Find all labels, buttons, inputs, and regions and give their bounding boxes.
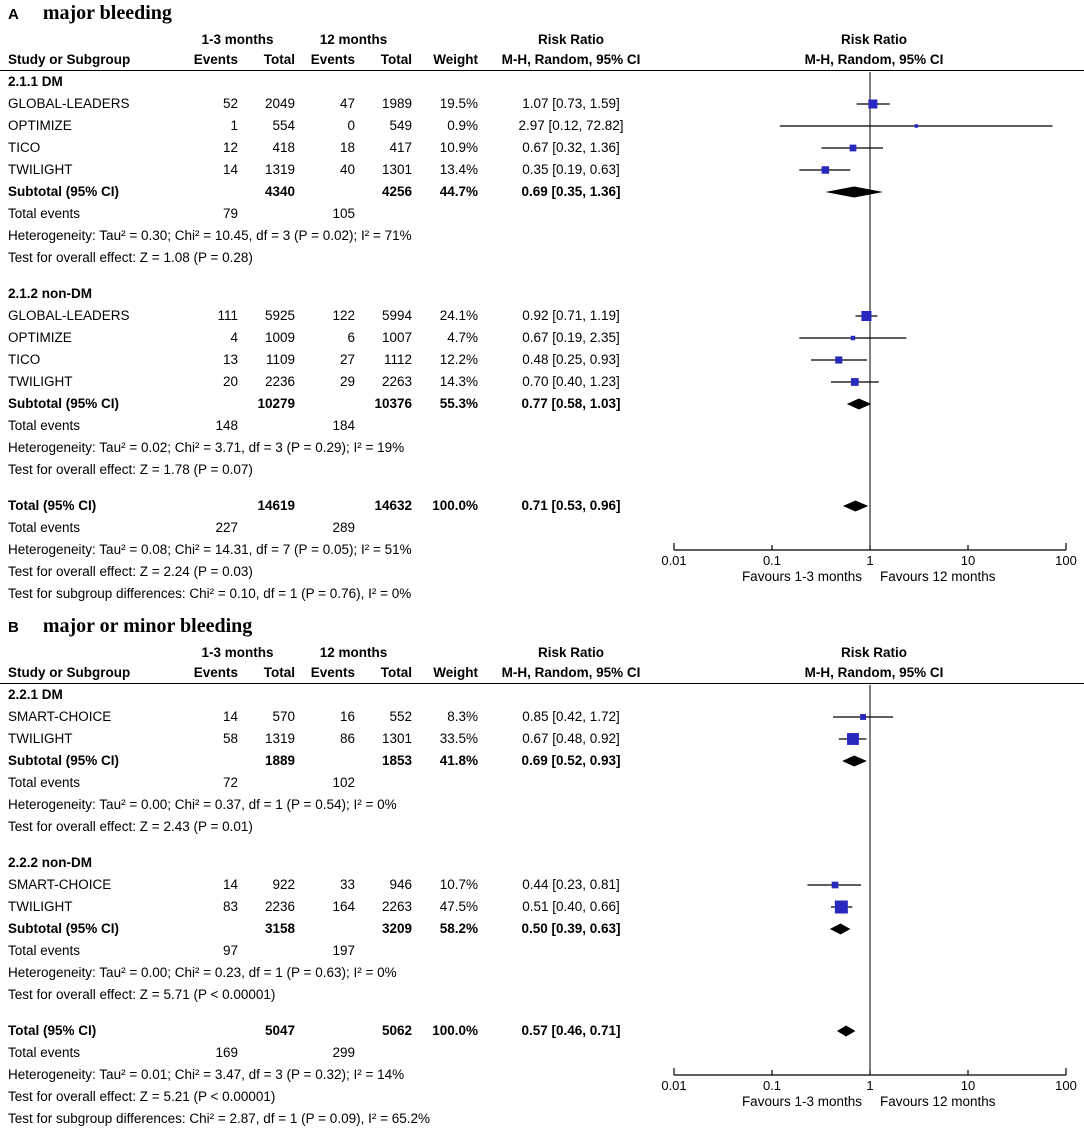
risk-ratio-ci-text: 1.07 [0.73, 1.59] [522,96,620,112]
total-row [0,495,1084,517]
events-12-value: 122 [332,308,355,324]
analysis-note-row [0,225,1084,247]
study-name: TICO [8,352,41,368]
subtotal-row-total-12: 4256 [381,184,412,200]
analysis-note-row [0,539,1084,561]
study-row [0,371,1084,393]
events-12-value: 86 [339,731,355,747]
group-12-months-label: 12 months [319,645,388,661]
events-1-3-col-label: Events [193,665,238,681]
weight-value: 24.1% [439,308,478,324]
total-events-row-label: Total events [8,206,81,222]
total-12-col-label: Total [380,52,412,68]
study-name: TWILIGHT [8,899,73,915]
subgroup-header-row [0,71,1084,93]
analysis-note: Test for subgroup differences: Chi² = 2.87, df = 1 (P = 0.09), I² = 65.2% [8,1111,430,1127]
subtotal-row [0,393,1084,415]
subtotal-row-total-12: 3209 [381,921,412,937]
total-1-3-value: 2049 [264,96,295,112]
weight-value: 13.4% [439,162,478,178]
risk-ratio-ci-text: 0.85 [0.42, 1.72] [522,709,620,725]
study-row [0,728,1084,750]
analysis-note-row [0,1064,1084,1086]
total-events-row [0,517,1084,539]
events-12-value: 47 [339,96,355,112]
subtotal-row-total-1-3: 10279 [257,396,295,412]
header-column-row [0,50,1084,71]
header-group-row [0,643,1084,663]
study-name: TWILIGHT [8,731,73,747]
analysis-note: Test for overall effect: Z = 2.24 (P = 0.03) [8,564,253,580]
total-events-row-1-3: 72 [222,775,238,791]
subgroup-header-row [0,852,1084,874]
total-events-row-1-3: 79 [222,206,238,222]
method-ci-plot-label: M-H, Random, 95% CI [804,52,944,68]
total-1-3-value: 554 [272,118,295,134]
weight-value: 19.5% [439,96,478,112]
subtotal-row-label: Subtotal (95% CI) [8,753,120,769]
risk-ratio-ci-text: 0.67 [0.19, 2.35] [522,330,620,346]
total-1-3-value: 1009 [264,330,295,346]
weight-value: 0.9% [447,118,478,134]
spacer-row [0,269,1084,283]
total-events-row-label: Total events [8,418,81,434]
subgroup-name: 2.1.2 non-DM [8,286,93,302]
study-row [0,874,1084,896]
study-subgroup-col-label: Study or Subgroup [8,665,131,681]
method-ci-col-label: M-H, Random, 95% CI [501,52,641,68]
study-row [0,327,1084,349]
total-events-row [0,415,1084,437]
analysis-note: Test for overall effect: Z = 5.71 (P < 0.00001) [8,987,276,1003]
analysis-note: Heterogeneity: Tau² = 0.00; Chi² = 0.23, df = 1 (P = 0.63); I² = 0% [8,965,397,981]
events-1-3-value: 12 [222,140,238,156]
subtotal-row-ci: 0.69 [0.52, 0.93] [521,753,621,769]
total-12-col-label: Total [380,665,412,681]
analysis-note-row [0,794,1084,816]
axis-tick-label: 10 [960,1078,976,1093]
favours-right-label: Favours 12 months [880,1094,996,1109]
events-12-value: 0 [347,118,355,134]
analysis-note-row [0,247,1084,269]
events-1-3-value: 13 [222,352,238,368]
total-events-row [0,940,1084,962]
weight-value: 4.7% [447,330,478,346]
risk-ratio-ci-text: 0.70 [0.40, 1.23] [522,374,620,390]
total-events-row-label: Total events [8,775,81,791]
subgroup-header-row [0,283,1084,305]
analysis-note-row [0,816,1084,838]
analysis-note: Test for overall effect: Z = 1.08 (P = 0.28) [8,250,253,266]
total-12-value: 946 [389,877,412,893]
total-12-value: 552 [389,709,412,725]
panel-title-text: major or minor bleeding [42,615,253,637]
subgroup-name: 2.1.1 DM [8,74,63,90]
total-events-row [0,772,1084,794]
study-row [0,305,1084,327]
risk-ratio-ci-text: 0.67 [0.32, 1.36] [522,140,620,156]
favours-left-label: Favours 1-3 months [741,1094,862,1109]
total-12-value: 417 [389,140,412,156]
weight-value: 10.7% [439,877,478,893]
header-group-row [0,30,1084,50]
total-1-3-value: 1319 [264,731,295,747]
favours-right-label: Favours 12 months [880,569,996,584]
events-12-value: 6 [347,330,355,346]
axis-tick-label: 10 [960,553,976,568]
study-name: GLOBAL-LEADERS [8,96,130,112]
weight-col-label: Weight [433,52,478,68]
subtotal-row-label: Subtotal (95% CI) [8,396,120,412]
subtotal-row-total-1-3: 4340 [264,184,295,200]
subtotal-row-total-1-3: 1889 [264,753,295,769]
total-events-row-12: 105 [332,206,355,222]
weight-value: 14.3% [439,374,478,390]
total-12-value: 5994 [381,308,412,324]
axis-tick-label: 0.1 [762,1078,782,1093]
events-1-3-value: 14 [222,877,238,893]
total-events-row-label: Total events [8,943,81,959]
weight-value: 10.9% [439,140,478,156]
risk-ratio-plot-label: Risk Ratio [840,645,908,661]
analysis-note-row [0,1108,1084,1130]
analysis-note: Test for overall effect: Z = 5.21 (P < 0.00001) [8,1089,276,1105]
subtotal-row-weight: 55.3% [439,396,478,412]
total-1-3-value: 5925 [264,308,295,324]
total-row [0,1020,1084,1042]
group-1-3-months-label: 1-3 months [201,645,274,661]
analysis-note: Heterogeneity: Tau² = 0.08; Chi² = 14.31, df = 7 (P = 0.05); I² = 51% [8,542,412,558]
total-row-label: Total (95% CI) [8,498,97,514]
axis-tick-label: 1 [866,1078,874,1093]
study-name: SMART-CHOICE [8,709,112,725]
panel-a-major-bleeding [0,2,1084,605]
analysis-note: Test for overall effect: Z = 1.78 (P = 0.07) [8,462,253,478]
risk-ratio-ci-text: 0.92 [0.71, 1.19] [522,308,620,324]
total-row-weight: 100.0% [432,498,478,514]
total-events-row-12: 197 [332,943,355,959]
study-name: TWILIGHT [8,162,73,178]
total-events-row-12: 102 [332,775,355,791]
risk-ratio-ci-text: 0.67 [0.48, 0.92] [522,731,620,747]
panel-b-major-or-minor-bleeding [0,615,1084,1130]
subtotal-row-label: Subtotal (95% CI) [8,184,120,200]
analysis-note-row [0,984,1084,1006]
axis-tick-label: 0.01 [661,1078,687,1093]
group-12-months-label: 12 months [319,32,388,48]
total-row-total-12: 14632 [374,498,412,514]
total-events-row-12: 299 [332,1045,355,1061]
total-events-row-1-3: 148 [215,418,238,434]
analysis-note-row [0,437,1084,459]
risk-ratio-ci-text: 0.48 [0.25, 0.93] [522,352,620,368]
study-name: SMART-CHOICE [8,877,112,893]
total-12-value: 1007 [381,330,412,346]
events-1-3-value: 14 [222,162,238,178]
total-1-3-value: 2236 [264,374,295,390]
total-12-value: 1989 [381,96,412,112]
events-1-3-value: 83 [222,899,238,915]
total-events-row-label: Total events [8,520,81,536]
analysis-note: Heterogeneity: Tau² = 0.01; Chi² = 3.47, df = 3 (P = 0.32); I² = 14% [8,1067,405,1083]
risk-ratio-ci-text: 0.51 [0.40, 0.66] [522,899,620,915]
axis-tick-label: 100 [1055,553,1077,568]
total-events-row-1-3: 97 [222,943,238,959]
total-events-row-12: 289 [332,520,355,536]
subtotal-row-total-12: 10376 [374,396,412,412]
axis-tick-label: 100 [1055,1078,1077,1093]
total-1-3-value: 1319 [264,162,295,178]
total-1-3-col-label: Total [263,52,295,68]
events-1-3-value: 14 [222,709,238,725]
risk-ratio-plot-label: Risk Ratio [840,32,908,48]
analysis-note-row [0,459,1084,481]
subtotal-row-total-12: 1853 [381,753,412,769]
total-row-total-1-3: 14619 [257,498,295,514]
study-subgroup-col-label: Study or Subgroup [8,52,131,68]
total-row-label: Total (95% CI) [8,1023,97,1039]
study-row [0,349,1084,371]
study-name: OPTIMIZE [8,118,72,134]
events-12-value: 164 [332,899,355,915]
events-12-col-label: Events [310,52,355,68]
axis-tick-label: 0.1 [762,553,782,568]
analysis-note: Test for subgroup differences: Chi² = 0.10, df = 1 (P = 0.76), I² = 0% [8,586,412,602]
total-12-value: 1112 [383,352,412,368]
weight-value: 8.3% [447,709,478,725]
subtotal-row [0,750,1084,772]
subtotal-row-total-1-3: 3158 [264,921,295,937]
analysis-note-row [0,583,1084,605]
weight-value: 33.5% [439,731,478,747]
total-12-value: 549 [389,118,412,134]
events-1-3-value: 20 [222,374,238,390]
study-row [0,706,1084,728]
panel-letter: B [8,619,19,636]
panel-title-text: major bleeding [42,2,172,24]
analysis-note: Test for overall effect: Z = 2.43 (P = 0.01) [8,819,253,835]
events-12-value: 29 [339,374,355,390]
panel-title [0,2,1084,30]
method-ci-plot-label: M-H, Random, 95% CI [804,665,944,681]
total-1-3-value: 922 [272,877,295,893]
subtotal-row-ci: 0.69 [0.35, 1.36] [521,184,621,200]
total-events-row-1-3: 169 [215,1045,238,1061]
events-1-3-col-label: Events [193,52,238,68]
axis-tick-label: 0.01 [661,553,687,568]
favours-left-label: Favours 1-3 months [741,569,862,584]
total-1-3-value: 2236 [264,899,295,915]
total-1-3-value: 418 [272,140,295,156]
analysis-note-row [0,561,1084,583]
risk-ratio-ci-text: 0.35 [0.19, 0.63] [522,162,620,178]
subtotal-row-label: Subtotal (95% CI) [8,921,120,937]
subtotal-row-weight: 58.2% [439,921,478,937]
events-1-3-value: 111 [217,308,238,324]
total-1-3-value: 1109 [265,352,295,368]
total-events-row [0,203,1084,225]
study-row [0,159,1084,181]
subtotal-row-weight: 41.8% [439,753,478,769]
subtotal-row-ci: 0.77 [0.58, 1.03] [521,396,621,412]
total-row-ci: 0.71 [0.53, 0.96] [521,498,621,514]
total-row-total-1-3: 5047 [264,1023,295,1039]
events-1-3-value: 4 [230,330,238,346]
study-row [0,115,1084,137]
study-row [0,137,1084,159]
risk-ratio-text-label: Risk Ratio [537,32,605,48]
group-1-3-months-label: 1-3 months [201,32,274,48]
events-12-value: 16 [339,709,355,725]
total-1-3-value: 570 [272,709,295,725]
study-row [0,896,1084,918]
weight-value: 47.5% [439,899,478,915]
risk-ratio-ci-text: 0.44 [0.23, 0.81] [522,877,620,893]
total-row-total-12: 5062 [381,1023,412,1039]
study-name: TWILIGHT [8,374,73,390]
total-12-value: 2263 [381,374,412,390]
study-name: TICO [8,140,41,156]
risk-ratio-text-label: Risk Ratio [537,645,605,661]
analysis-note-row [0,962,1084,984]
events-12-col-label: Events [310,665,355,681]
subtotal-row-ci: 0.50 [0.39, 0.63] [521,921,621,937]
total-row-ci: 0.57 [0.46, 0.71] [521,1023,621,1039]
total-12-value: 1301 [381,162,412,178]
total-12-value: 2263 [381,899,412,915]
total-events-row-label: Total events [8,1045,81,1061]
total-row-weight: 100.0% [432,1023,478,1039]
risk-ratio-ci-text: 2.97 [0.12, 72.82] [518,118,624,134]
method-ci-col-label: M-H, Random, 95% CI [501,665,641,681]
weight-value: 12.2% [439,352,478,368]
panel-letter: A [8,6,19,23]
total-events-row-1-3: 227 [215,520,238,536]
total-12-value: 1301 [381,731,412,747]
analysis-note: Heterogeneity: Tau² = 0.00; Chi² = 0.37, df = 1 (P = 0.54); I² = 0% [8,797,397,813]
header-column-row [0,663,1084,684]
subtotal-row [0,181,1084,203]
axis-tick-label: 1 [866,553,874,568]
study-name: OPTIMIZE [8,330,72,346]
spacer-row [0,481,1084,495]
weight-col-label: Weight [433,665,478,681]
subtotal-row [0,918,1084,940]
total-events-row-12: 184 [332,418,355,434]
total-1-3-col-label: Total [263,665,295,681]
subgroup-name: 2.2.1 DM [8,687,63,703]
events-1-3-value: 1 [230,118,238,134]
total-events-row [0,1042,1084,1064]
events-12-value: 18 [339,140,355,156]
events-1-3-value: 52 [222,96,238,112]
subtotal-row-weight: 44.7% [439,184,478,200]
spacer-row [0,1006,1084,1020]
subgroup-name: 2.2.2 non-DM [8,855,93,871]
events-12-value: 40 [339,162,355,178]
events-12-value: 33 [339,877,355,893]
analysis-note-row [0,1086,1084,1108]
panel-title [0,615,1084,643]
subgroup-header-row [0,684,1084,706]
analysis-note: Heterogeneity: Tau² = 0.02; Chi² = 3.71, df = 3 (P = 0.29); I² = 19% [8,440,405,456]
events-12-value: 27 [339,352,355,368]
study-name: GLOBAL-LEADERS [8,308,130,324]
events-1-3-value: 58 [222,731,238,747]
study-row [0,93,1084,115]
spacer-row [0,838,1084,852]
analysis-note: Heterogeneity: Tau² = 0.30; Chi² = 10.45, df = 3 (P = 0.02); I² = 71% [8,228,412,244]
